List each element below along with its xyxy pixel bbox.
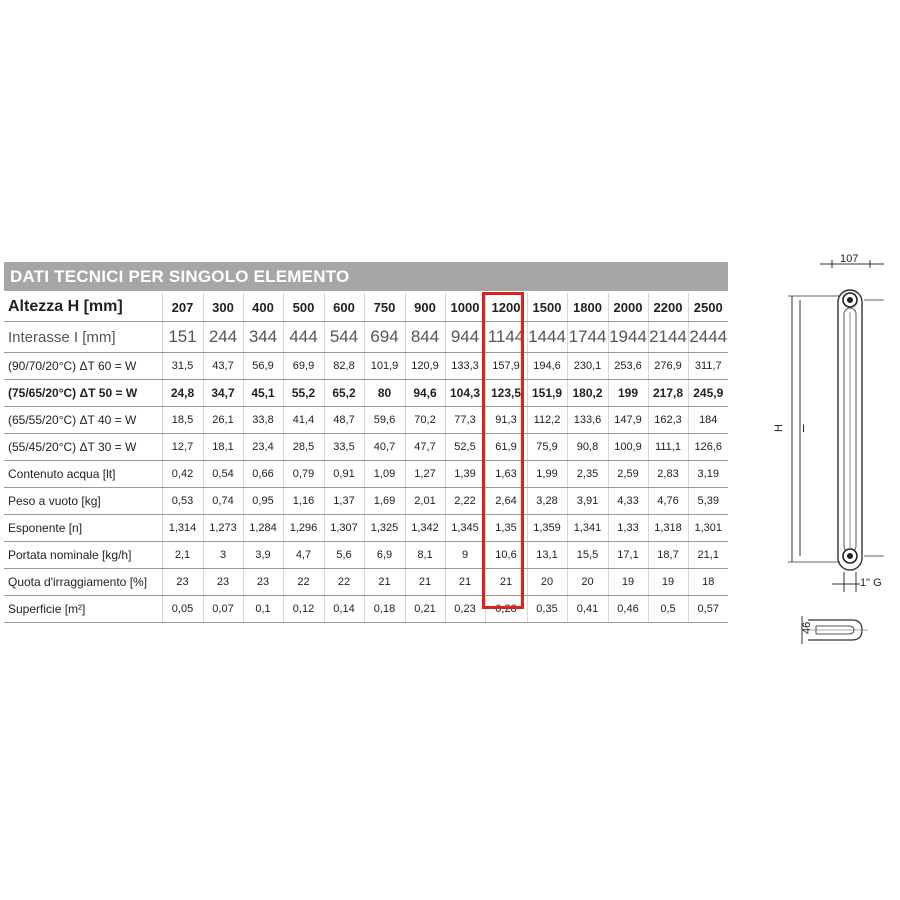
cell: 244: [203, 322, 243, 353]
spacing-label: I: [802, 423, 806, 435]
cell: 180,2: [567, 380, 608, 407]
cell: 0,35: [527, 596, 567, 623]
cell: 750: [364, 293, 405, 322]
cell: 184: [688, 407, 728, 434]
cell: 5,6: [324, 542, 364, 569]
cell: 0,18: [364, 596, 405, 623]
row-label: Peso a vuoto [kg]: [4, 488, 162, 515]
row-label: Esponente [n]: [4, 515, 162, 542]
cell: 70,2: [405, 407, 445, 434]
cell: 21: [364, 569, 405, 596]
cell: 0,79: [283, 461, 324, 488]
cell: 1,35: [485, 515, 527, 542]
height-label: H: [773, 424, 785, 432]
cell: 1800: [567, 293, 608, 322]
cell: 4,33: [608, 488, 648, 515]
cell: 1,342: [405, 515, 445, 542]
cell: 52,5: [445, 434, 485, 461]
cell: 13,1: [527, 542, 567, 569]
cell: 1200: [485, 293, 527, 322]
cell: 5,39: [688, 488, 728, 515]
cell: 28,5: [283, 434, 324, 461]
row-label: Contenuto acqua [lt]: [4, 461, 162, 488]
cell: 1,39: [445, 461, 485, 488]
cell: 61,9: [485, 434, 527, 461]
cell: 133,3: [445, 353, 485, 380]
bottom-connection-center: [847, 553, 853, 559]
row-label: (65/55/20°C) ΔT 40 = W: [4, 407, 162, 434]
cell: 133,6: [567, 407, 608, 434]
cell: 0,12: [283, 596, 324, 623]
cell: 147,9: [608, 407, 648, 434]
cell: 207: [162, 293, 203, 322]
cell: 0,42: [162, 461, 203, 488]
cell: 12,7: [162, 434, 203, 461]
row-output-dt30: [4, 434, 728, 461]
cell: 276,9: [648, 353, 688, 380]
cell: 600: [324, 293, 364, 322]
cell: 1,301: [688, 515, 728, 542]
row-spacing: [4, 322, 728, 353]
cell: 1,27: [405, 461, 445, 488]
cell: 1,341: [567, 515, 608, 542]
cell: 0,41: [567, 596, 608, 623]
cell: 2,64: [485, 488, 527, 515]
cell: 20: [527, 569, 567, 596]
row-label: (75/65/20°C) ΔT 50 = W: [4, 380, 162, 407]
cell: 1444: [527, 322, 567, 353]
cell: 2500: [688, 293, 728, 322]
cell: 33,5: [324, 434, 364, 461]
cell: 34,7: [203, 380, 243, 407]
radiator-technical-drawing: [760, 250, 900, 670]
cell: 2,35: [567, 461, 608, 488]
cell: 22: [283, 569, 324, 596]
table-title: DATI TECNICI PER SINGOLO ELEMENTO: [4, 262, 728, 291]
cell: 18,5: [162, 407, 203, 434]
cell: 23,4: [243, 434, 283, 461]
cell: 0,14: [324, 596, 364, 623]
row-surface: [4, 596, 728, 623]
cell: 0,57: [688, 596, 728, 623]
cell: 162,3: [648, 407, 688, 434]
cell: 15,5: [567, 542, 608, 569]
cell: 1944: [608, 322, 648, 353]
cell: 0,21: [405, 596, 445, 623]
cell: 0,05: [162, 596, 203, 623]
cell: 23: [162, 569, 203, 596]
cell: 199: [608, 380, 648, 407]
cell: 126,6: [688, 434, 728, 461]
cell: 400: [243, 293, 283, 322]
cell: 694: [364, 322, 405, 353]
cell: 1,63: [485, 461, 527, 488]
cell: 23: [203, 569, 243, 596]
row-nominal-flow: [4, 542, 728, 569]
cell: 1,307: [324, 515, 364, 542]
thread-label: 1" G: [860, 577, 882, 589]
cell: 2,83: [648, 461, 688, 488]
cell: 120,9: [405, 353, 445, 380]
width-label: 107: [840, 253, 859, 265]
cell: 344: [243, 322, 283, 353]
cell: 104,3: [445, 380, 485, 407]
cell: 94,6: [405, 380, 445, 407]
cell: 80: [364, 380, 405, 407]
cell: 1,33: [608, 515, 648, 542]
cell: 157,9: [485, 353, 527, 380]
cell: 0,07: [203, 596, 243, 623]
row-label: Superficie [m²]: [4, 596, 162, 623]
cell: 1,284: [243, 515, 283, 542]
cell: 90,8: [567, 434, 608, 461]
cell: 1,09: [364, 461, 405, 488]
cell: 1,345: [445, 515, 485, 542]
cell: 31,5: [162, 353, 203, 380]
cell: 1,37: [324, 488, 364, 515]
cell: 1,359: [527, 515, 567, 542]
cell: 4,76: [648, 488, 688, 515]
cell: 2000: [608, 293, 648, 322]
cell: 41,4: [283, 407, 324, 434]
cell: 19: [648, 569, 688, 596]
cell: 6,9: [364, 542, 405, 569]
row-output-dt50: [4, 380, 728, 407]
cell: 2200: [648, 293, 688, 322]
cell: 19: [608, 569, 648, 596]
cell: 1,314: [162, 515, 203, 542]
cell: 1000: [445, 293, 485, 322]
row-output-dt60: [4, 353, 728, 380]
cell: 253,6: [608, 353, 648, 380]
cell: 1,273: [203, 515, 243, 542]
cell: 112,2: [527, 407, 567, 434]
cell: 0,74: [203, 488, 243, 515]
cell: 4,7: [283, 542, 324, 569]
cell: 1,69: [364, 488, 405, 515]
cell: 2444: [688, 322, 728, 353]
row-label: (90/70/20°C) ΔT 60 = W: [4, 353, 162, 380]
cell: 1,99: [527, 461, 567, 488]
cell: 3,19: [688, 461, 728, 488]
row-label: Interasse I [mm]: [4, 322, 162, 353]
cell: 33,8: [243, 407, 283, 434]
cell: 18: [688, 569, 728, 596]
cell: 43,7: [203, 353, 243, 380]
cell: 0,95: [243, 488, 283, 515]
row-output-dt40: [4, 407, 728, 434]
cell: 0,53: [162, 488, 203, 515]
cell: 21,1: [688, 542, 728, 569]
cell: 65,2: [324, 380, 364, 407]
row-label: Quota d'irraggiamento [%]: [4, 569, 162, 596]
cell: 1,16: [283, 488, 324, 515]
cell: 544: [324, 322, 364, 353]
cell: 0,66: [243, 461, 283, 488]
row-radiation-share: [4, 569, 728, 596]
top-connection-center: [847, 297, 853, 303]
cell: 20: [567, 569, 608, 596]
row-height: [4, 293, 728, 322]
row-label: Altezza H [mm]: [4, 293, 162, 322]
cell: 900: [405, 293, 445, 322]
cell: 0,23: [445, 596, 485, 623]
cell: 944: [445, 322, 485, 353]
cell: 47,7: [405, 434, 445, 461]
cell: 69,9: [283, 353, 324, 380]
cell: 217,8: [648, 380, 688, 407]
cell: 82,8: [324, 353, 364, 380]
cell: 151,9: [527, 380, 567, 407]
cell: 1,318: [648, 515, 688, 542]
cell: 1,325: [364, 515, 405, 542]
cell: 26,1: [203, 407, 243, 434]
cell: 2,59: [608, 461, 648, 488]
row-water-content: [4, 461, 728, 488]
cell: 3,28: [527, 488, 567, 515]
cell: 1744: [567, 322, 608, 353]
cell: 48,7: [324, 407, 364, 434]
cell: 75,9: [527, 434, 567, 461]
cell: 2,01: [405, 488, 445, 515]
cell: 3: [203, 542, 243, 569]
cell: 56,9: [243, 353, 283, 380]
cell: 18,1: [203, 434, 243, 461]
cell: 24,8: [162, 380, 203, 407]
cell: 55,2: [283, 380, 324, 407]
row-empty-weight: [4, 488, 728, 515]
row-exponent: [4, 515, 728, 542]
cell: 91,3: [485, 407, 527, 434]
cell: 444: [283, 322, 324, 353]
cell: 0,54: [203, 461, 243, 488]
cell: 17,1: [608, 542, 648, 569]
row-label: Portata nominale [kg/h]: [4, 542, 162, 569]
row-label: (55/45/20°C) ΔT 30 = W: [4, 434, 162, 461]
cell: 21: [405, 569, 445, 596]
cell: 123,5: [485, 380, 527, 407]
technical-data-table: [4, 293, 728, 623]
cell: 1144: [485, 322, 527, 353]
cell: 21: [445, 569, 485, 596]
cell: 194,6: [527, 353, 567, 380]
cell: 45,1: [243, 380, 283, 407]
cell: 21: [485, 569, 527, 596]
cell: 2,22: [445, 488, 485, 515]
cell: 111,1: [648, 434, 688, 461]
cell: 40,7: [364, 434, 405, 461]
cell: 1500: [527, 293, 567, 322]
cell: 1,296: [283, 515, 324, 542]
cell: 18,7: [648, 542, 688, 569]
cell: 0,5: [648, 596, 688, 623]
cell: 101,9: [364, 353, 405, 380]
cell: 9: [445, 542, 485, 569]
cell: 59,6: [364, 407, 405, 434]
cell: 100,9: [608, 434, 648, 461]
cell: 2144: [648, 322, 688, 353]
cell: 151: [162, 322, 203, 353]
cell: 0,91: [324, 461, 364, 488]
cell: 8,1: [405, 542, 445, 569]
cell: 500: [283, 293, 324, 322]
cell: 0,28: [485, 596, 527, 623]
cell: 23: [243, 569, 283, 596]
cell: 300: [203, 293, 243, 322]
cell: 77,3: [445, 407, 485, 434]
cell: 22: [324, 569, 364, 596]
cell: 230,1: [567, 353, 608, 380]
cell: 3,9: [243, 542, 283, 569]
cell: 2,1: [162, 542, 203, 569]
cell: 311,7: [688, 353, 728, 380]
cell: 3,91: [567, 488, 608, 515]
depth-label: 46: [801, 621, 813, 634]
cell: 844: [405, 322, 445, 353]
cell: 245,9: [688, 380, 728, 407]
cell: 10,6: [485, 542, 527, 569]
cell: 0,1: [243, 596, 283, 623]
cell: 0,46: [608, 596, 648, 623]
